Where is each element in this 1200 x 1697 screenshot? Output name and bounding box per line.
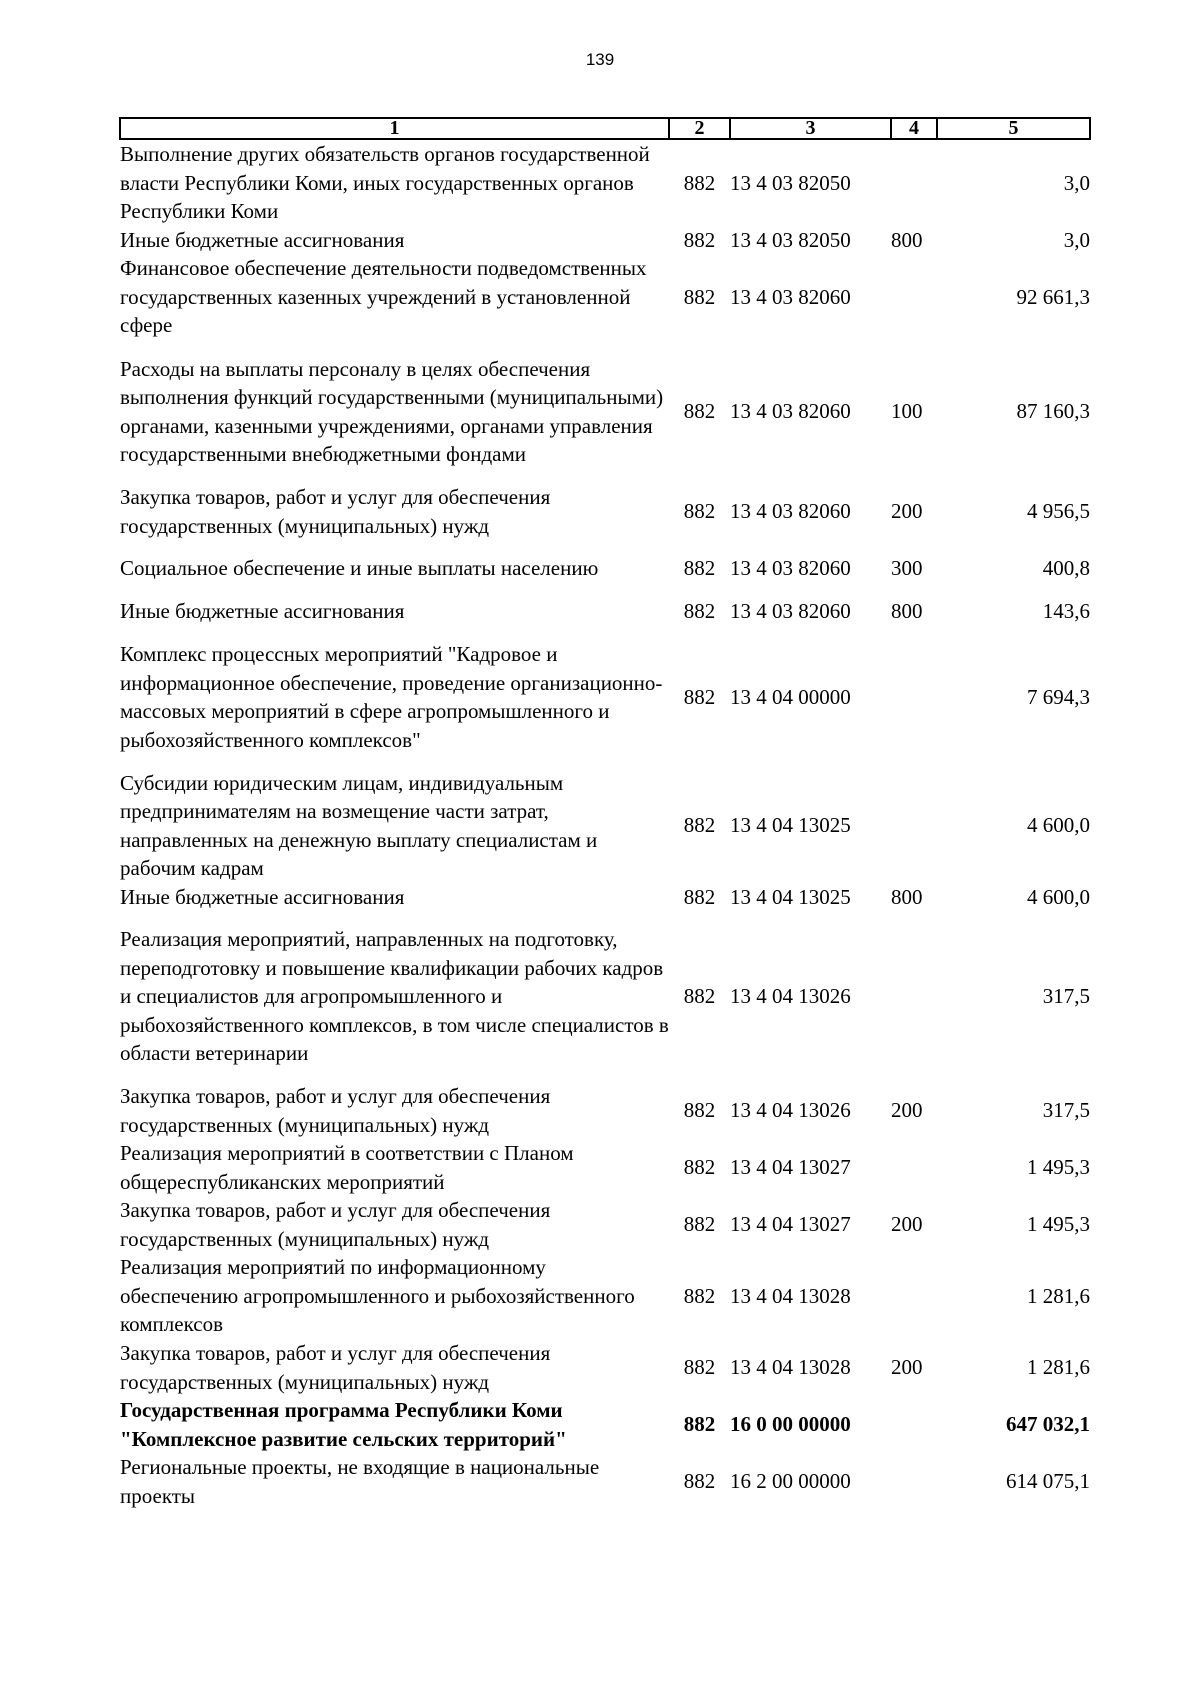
row-name: Иные бюджетные ассигнования (120, 884, 405, 909)
row-expense-type: 800 (891, 599, 923, 623)
row-expense-type (891, 254, 937, 340)
row-amount: 317,5 (1042, 1098, 1090, 1123)
row-expense-type (891, 1139, 937, 1196)
row-amount: 92 661,3 (1016, 284, 1090, 309)
row-amount: 3,0 (1063, 170, 1090, 195)
row-name: Реализация мероприятий по информационному обеспечению агропромышленного и рыбохозяйственного комплексов (120, 1255, 635, 1337)
table-row (120, 1253, 1090, 1339)
row-expense-type: 200 (891, 1355, 923, 1380)
row-amount: 400,8 (1042, 556, 1090, 581)
row-target-article: 13 4 03 82050 (730, 227, 851, 252)
row-expense-type (891, 626, 937, 769)
row-name: Выполнение других обязательств органов государственной власти Республики Коми, иных государственных органов Республики Коми (120, 142, 650, 223)
row-expense-type (891, 139, 937, 226)
row-name: Закупка товаров, работ и услуг для обеспечения государственных (муниципальных) нужд (120, 1084, 551, 1137)
row-amount: 4 600,0 (1027, 813, 1090, 838)
row-name: Закупка товаров, работ и услуг для обеспечения государственных (муниципальных) нужд (120, 485, 551, 538)
row-code: 882 (683, 1469, 716, 1494)
table-row (120, 226, 1090, 255)
row-amount: 4 600,0 (1027, 884, 1090, 909)
row-amount: 1 281,6 (1027, 1283, 1090, 1308)
row-name: Комплекс процессных мероприятий "Кадровое и информационное обеспечение, проведение организационно-массовых мероприятий в сфере агропромышленного и рыбохозяйственного комплексов" (120, 642, 663, 752)
row-code: 882 (683, 227, 716, 252)
table-row (120, 254, 1090, 340)
row-amount: 143,6 (1042, 599, 1090, 623)
row-target-article: 13 4 03 82060 (730, 284, 851, 309)
header-col-5: 5 (937, 118, 1090, 139)
row-code: 882 (683, 556, 716, 581)
table-row (120, 626, 1090, 769)
header-row (120, 118, 1090, 139)
row-code: 882 (683, 984, 716, 1009)
row-expense-type (891, 911, 937, 1082)
page-number: 139 (585, 50, 615, 69)
row-code: 882 (683, 1212, 716, 1237)
table-row (120, 1082, 1090, 1139)
row-expense-type (891, 1253, 937, 1339)
row-name: Закупка товаров, работ и услуг для обеспечения государственных (муниципальных) нужд (120, 1341, 551, 1394)
row-code: 882 (683, 1412, 716, 1437)
row-code: 882 (683, 1155, 716, 1180)
row-expense-type: 200 (891, 1212, 923, 1237)
row-target-article: 13 4 04 13026 (730, 1098, 851, 1123)
row-target-article: 13 4 04 13027 (730, 1155, 851, 1180)
row-name: Закупка товаров, работ и услуг для обеспечения государственных (муниципальных) нужд (120, 1198, 551, 1251)
row-code: 882 (683, 1098, 716, 1123)
table-row (120, 483, 1090, 540)
row-target-article: 13 4 03 82060 (730, 399, 851, 424)
row-name: Финансовое обеспечение деятельности подведомственных государственных казенных учреждений в установленной сфере (120, 256, 647, 338)
row-code: 882 (683, 499, 716, 524)
row-amount: 1 281,6 (1027, 1355, 1090, 1380)
row-target-article: 13 4 04 13025 (730, 813, 851, 838)
row-name: Государственная программа Республики Коми "Комплексное развитие сельских территорий" (120, 1398, 567, 1451)
row-name: Социальное обеспечение и иные выплаты населению (120, 556, 599, 581)
row-amount: 1 495,3 (1027, 1212, 1090, 1237)
row-code: 882 (683, 284, 716, 309)
table-row (120, 139, 1090, 226)
row-amount: 7 694,3 (1027, 684, 1090, 709)
row-code: 882 (683, 599, 716, 623)
table-row (120, 1453, 1090, 1510)
row-target-article: 13 4 04 13027 (730, 1212, 851, 1237)
row-amount: 4 956,5 (1027, 499, 1090, 524)
row-code: 882 (683, 399, 716, 424)
budget-table (119, 117, 1091, 1510)
header-col-3: 3 (730, 118, 891, 139)
table-row (120, 540, 1090, 597)
row-expense-type: 800 (891, 227, 923, 252)
row-expense-type: 800 (891, 884, 923, 909)
row-expense-type: 200 (891, 499, 923, 524)
header-col-2: 2 (669, 118, 730, 139)
row-expense-type: 100 (891, 399, 923, 424)
table-row (120, 1139, 1090, 1196)
row-target-article: 13 4 03 82060 (730, 556, 851, 581)
header-col-4: 4 (891, 118, 937, 139)
row-code: 882 (683, 684, 716, 709)
row-code: 882 (683, 170, 716, 195)
row-name: Реализация мероприятий, направленных на подготовку, переподготовку и повышение квалификации рабочих кадров и специалистов для агропромышленного и рыбохозяйственного комплексов, в том числе специалистов в области ветеринарии (120, 927, 669, 1066)
row-amount: 1 495,3 (1027, 1155, 1090, 1180)
row-expense-type: 300 (891, 556, 923, 581)
row-name: Иные бюджетные ассигнования (120, 599, 405, 623)
row-name: Субсидии юридическим лицам, индивидуальным предпринимателям на возмещение части затрат, направленных на денежную выплату специалистам и рабочим кадрам (120, 770, 598, 880)
row-name: Региональные проекты, не входящие в национальные проекты (120, 1455, 600, 1508)
row-expense-type (891, 1396, 937, 1453)
table-row (120, 1396, 1090, 1453)
table-row (120, 883, 1090, 912)
header-col-1: 1 (120, 118, 669, 139)
row-expense-type (891, 769, 937, 883)
table-row (120, 340, 1090, 483)
row-target-article: 13 4 04 13028 (730, 1355, 851, 1380)
table-row (120, 597, 1090, 626)
row-target-article: 13 4 04 13025 (730, 884, 851, 909)
row-code: 882 (683, 813, 716, 838)
row-amount: 647 032,1 (1006, 1412, 1090, 1437)
row-amount: 317,5 (1042, 984, 1090, 1009)
row-code: 882 (683, 884, 716, 909)
row-code: 882 (683, 1283, 716, 1308)
table-header (120, 118, 1090, 139)
row-expense-type: 200 (891, 1098, 923, 1123)
row-target-article: 16 0 00 00000 (730, 1412, 851, 1437)
row-target-article: 13 4 03 82060 (730, 499, 851, 524)
row-target-article: 13 4 04 13026 (730, 984, 851, 1009)
row-amount: 3,0 (1063, 227, 1090, 252)
row-target-article: 13 4 03 82060 (730, 599, 851, 623)
row-name: Реализация мероприятий в соответствии с Планом общереспубликанских мероприятий (120, 1141, 574, 1194)
table-row (120, 769, 1090, 883)
row-amount: 614 075,1 (1006, 1469, 1090, 1494)
row-expense-type (891, 1453, 937, 1510)
row-target-article: 13 4 04 00000 (730, 684, 851, 709)
row-target-article: 13 4 04 13028 (730, 1283, 851, 1308)
table-row (120, 1196, 1090, 1253)
row-amount: 87 160,3 (1016, 399, 1090, 424)
row-target-article: 16 2 00 00000 (730, 1469, 851, 1494)
table-row (120, 1339, 1090, 1396)
row-code: 882 (683, 1355, 716, 1380)
row-target-article: 13 4 03 82050 (730, 170, 851, 195)
table-row (120, 911, 1090, 1082)
table-body (120, 139, 1090, 1510)
row-name: Расходы на выплаты персоналу в целях обеспечения выполнения функций государственными (муниципальными) органами, казенными учреждениями, органами управления государственными внебюджетными фондами (120, 356, 664, 466)
row-name: Иные бюджетные ассигнования (120, 227, 405, 252)
